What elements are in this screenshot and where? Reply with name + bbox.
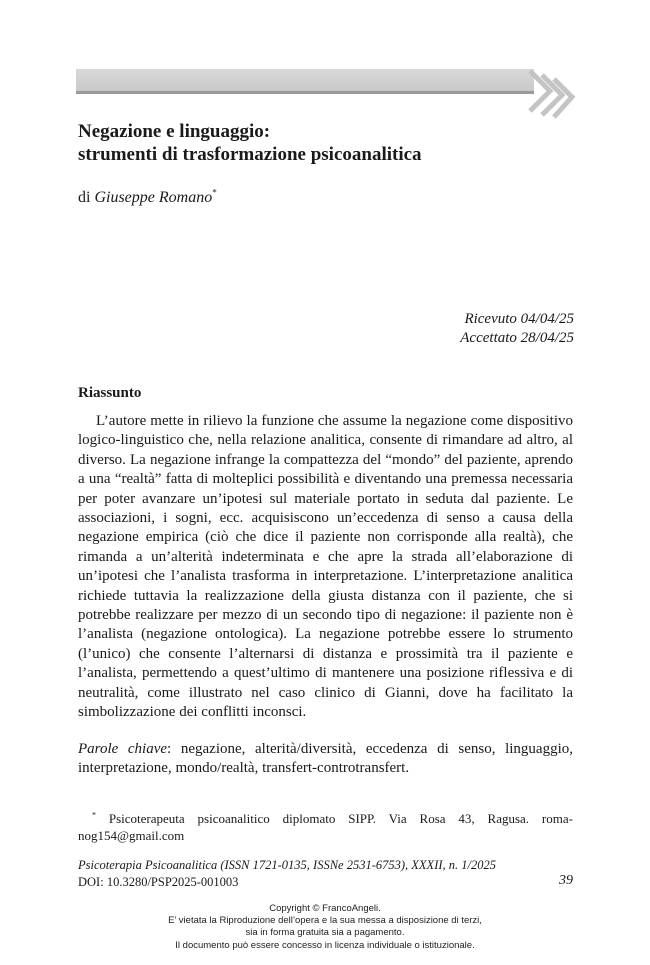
accepted-date: Accettato 28/04/25 [460, 330, 574, 346]
footnote-marker: * [92, 810, 96, 820]
header-bar [76, 69, 534, 91]
copyright-line-3: sia in forma gratuita sia a pagamento. [245, 927, 405, 939]
keywords-label: Parole chiave [78, 741, 168, 757]
author-prefix: di [78, 189, 91, 206]
copyright-notice [0, 903, 650, 952]
author-footnote [78, 810, 573, 844]
chevron-arrows-icon [522, 67, 578, 123]
copyright-line-2: E’ vietata la Riproduzione dell’opera e la sua messa a disposizione di terzi, [168, 915, 482, 927]
author-name: Giuseppe Romano [94, 189, 213, 206]
keywords-text: negazione, alterità/diversità, eccedenza di senso, linguaggio, interpretazione, mondo/realtà, transfert-controtransfert. [78, 741, 573, 777]
keywords-paragraph [78, 740, 573, 779]
title-line-1: Negazione e linguaggio: [78, 121, 271, 142]
submission-dates [300, 310, 574, 348]
copyright-line-1: Copyright © FrancoAngeli. [269, 903, 381, 914]
abstract-text: L’autore mette in rilievo la funzione che assume la negazione come dispositivo logico-linguistico che, nella relazione analitica, consente di rimandare ad altro, al diverso. La negazione infrange la compattezza del “mondo” del paziente, aprendo a una “realtà” fatta di molteplici possibilità e diventando una premessa necessaria per poter avanzare un’ipotesi sul materiale portato in seduta dal paziente. Le associazioni, i sogni, ecc. acquisiscono un’eccedenza di senso a causa della negazione empirica (ciò che dice il paziente non corrisponde alla realtà), che rimanda a un’alterità indeterminata e che apre la strada all’elaborazione di un’ipotesi che l’analista trasforma in interpretazione. L’interpretazione analitica richiede tuttavia la realizzazione della giusta distanza con il paziente, che si potrebbe realizzare per mezzo di un secondo tipo di negazione: il paziente non è l’analista (negazione ontologica). La negazione potrebbe essere lo strumento (l’unico) che consente l’alternarsi di distanza e prossimità tra il paziente e l’analista, permettendo a quest’ultimo di mantenere una posizione riflessiva e di neutralità, come illustrato nel caso clinico di Gianni, dove ha facilitato la simbolizzazione dei conflitti inconsci. [78, 413, 573, 721]
page-number: 39 [559, 873, 573, 888]
footnote-text: Psicoterapeuta psicoanalitico diplomato SIPP. Via Rosa 43, Ragusa. romanog154@gmail.com [78, 811, 573, 843]
header-rule [76, 91, 534, 94]
author-footnote-marker: * [212, 187, 217, 198]
received-date: Ricevuto 04/04/25 [464, 311, 574, 327]
title-line-2: strumenti di trasformazione psicoanalitica [78, 144, 422, 165]
author-line [78, 188, 217, 208]
doi-line: DOI: 10.3280/PSP2025-001003 [78, 875, 239, 889]
abstract-heading: Riassunto [78, 385, 142, 401]
article-title [78, 120, 558, 166]
copyright-line-4: Il documento può essere concesso in licenza individuale o istituzionale. [175, 939, 475, 951]
keywords-separator: : [167, 741, 181, 757]
journal-citation: Psicoterapia Psicoanalitica (ISSN 1721-0135, ISSNe 2531-6753), XXXII, n. 1/2025 [78, 858, 496, 872]
